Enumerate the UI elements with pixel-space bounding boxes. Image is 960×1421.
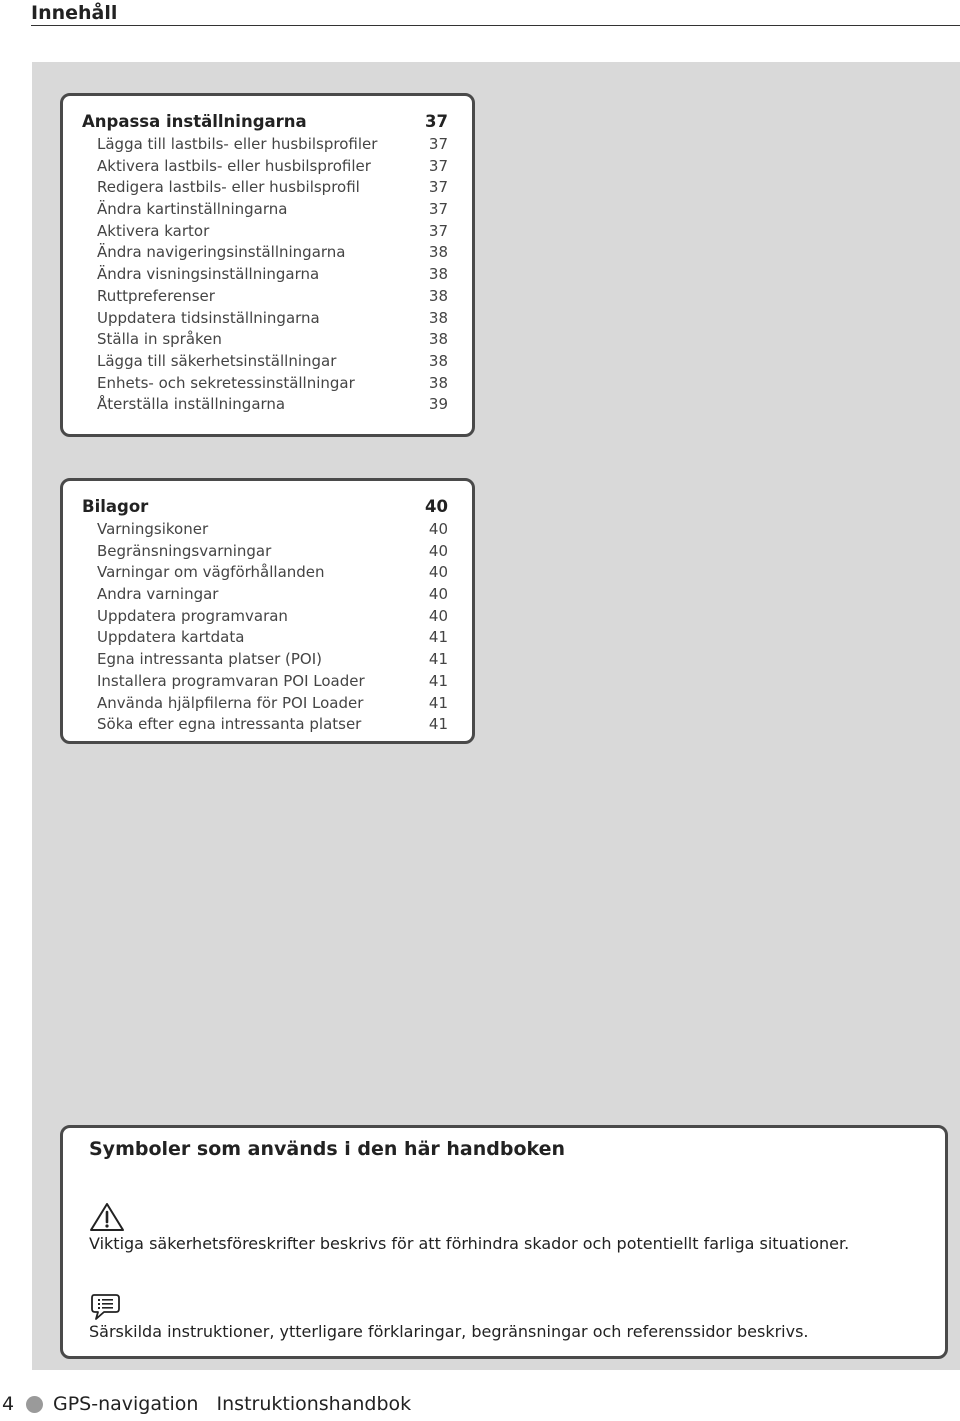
toc-entry-label: Enhets- och sekretessinställningar [97,373,355,392]
toc-entry[interactable] [82,562,448,584]
toc-entry[interactable] [82,373,448,395]
toc-entry-page: 40 [428,585,448,604]
toc-entry-label: Egna intressanta platser (POI) [97,650,322,669]
warning-description: Viktiga säkerhetsföreskrifter beskrivs för att förhindra skador och potentiellt farliga situationer. [89,1234,850,1253]
toc-entry-label: Varningsikoner [97,520,209,538]
toc-entry-page: 39 [428,395,448,414]
toc-entry-page: 41 [428,628,448,647]
toc-entry-page: 38 [428,373,448,392]
footer-title: GPS-navigation Instruktionshandbok [53,1393,412,1415]
toc-entry[interactable] [82,519,448,541]
toc-section-heading [82,495,448,519]
toc-entry[interactable] [82,329,448,351]
toc-entry-page: 38 [428,351,448,370]
toc-entry-label: Återställa inställningarna [97,395,286,414]
toc-entry-label: Använda hjälpfilerna för POI Loader [97,693,364,712]
toc-entry-page: 41 [428,715,448,734]
toc-entry-page: 41 [428,693,448,712]
page-header-title: Innehåll [31,2,118,24]
toc-entry-page: 38 [428,265,448,284]
bullet-dot-icon [26,1396,43,1413]
toc-section-appendix [60,478,475,744]
toc-entry-label: Söka efter egna intressanta platser [97,715,362,734]
toc-entry[interactable] [82,394,448,416]
toc-entry-page: 37 [428,135,448,153]
toc-entry-page: 38 [428,243,448,262]
toc-entry-page: 40 [428,563,448,582]
toc-entry-label: Aktivera lastbils- eller husbilsprofiler [97,156,371,175]
toc-entry-label: Redigera lastbils- eller husbilsprofil [97,178,360,197]
toc-entry-page: 38 [428,330,448,349]
header-divider [31,25,960,26]
toc-section-page: 37 [425,112,448,131]
toc-entry[interactable] [82,308,448,330]
toc-entry-label: Uppdatera kartdata [97,628,245,647]
toc-entry-page: 37 [428,178,448,197]
toc-section-heading [82,110,448,134]
toc-entry-page: 41 [428,671,448,690]
toc-entry[interactable] [82,606,448,628]
toc-entry-page: 40 [428,606,448,625]
toc-entry[interactable] [82,264,448,286]
toc-entry-label: Aktivera kartor [97,221,210,240]
toc-entry-label: Ändra kartinställningarna [97,200,288,219]
toc-entry-label: Ändra navigeringsinställningarna [97,243,346,262]
toc-entry-label: Installera programvaran POI Loader [97,671,365,690]
toc-entry-page: 38 [428,308,448,327]
toc-entry[interactable] [82,584,448,606]
toc-entry-label: Lägga till lastbils- eller husbilsprofiler [97,135,378,153]
toc-entry[interactable] [82,541,448,563]
toc-entry[interactable] [82,671,448,693]
toc-entry[interactable] [82,627,448,649]
toc-entry-page: 37 [428,156,448,175]
toc-entry-label: Uppdatera tidsinställningarna [97,308,320,327]
toc-entry[interactable] [82,351,448,373]
toc-entry-page: 37 [428,200,448,219]
toc-entry-page: 40 [428,541,448,560]
toc-entry[interactable] [82,693,448,715]
toc-entry-page: 40 [428,520,448,538]
toc-entry-page: 38 [428,286,448,305]
toc-entry[interactable] [82,199,448,221]
note-description: Särskilda instruktioner, ytterligare förklaringar, begränsningar och referenssidor beskrivs. [89,1322,809,1341]
toc-section-title: Bilagor [82,497,149,516]
toc-section-page: 40 [425,497,448,516]
toc-entry-label: Begränsningsvarningar [97,541,272,560]
toc-entry-label: Lägga till säkerhetsinställningar [97,351,337,370]
toc-entry-label: Ruttpreferenser [97,286,215,305]
toc-entry[interactable] [82,286,448,308]
warning-triangle-icon [89,1202,125,1232]
toc-section-settings [60,93,475,437]
toc-entry-label: Ställa in språken [97,330,222,349]
toc-entry-label: Uppdatera programvaran [97,606,288,625]
toc-entry-label: Ändra visningsinställningarna [97,265,320,284]
toc-entry[interactable] [82,156,448,178]
toc-entry[interactable] [82,221,448,243]
symbols-legend-box [60,1125,948,1359]
toc-entry-page: 41 [428,650,448,669]
toc-entry-page: 37 [428,221,448,240]
page-number: 4 [2,1393,15,1415]
symbols-title: Symboler som används i den här handboken [89,1138,566,1160]
toc-entry[interactable] [82,242,448,264]
note-speech-bubble-icon [89,1292,123,1322]
toc-entry-label: Varningar om vägförhållanden [97,563,325,582]
toc-entry[interactable] [82,177,448,199]
toc-entry[interactable] [82,649,448,671]
toc-entry-label: Andra varningar [97,585,219,604]
toc-section-title: Anpassa inställningarna [82,112,307,131]
toc-entry[interactable] [82,134,448,156]
toc-entry[interactable] [82,714,448,736]
page-footer [0,1391,411,1417]
